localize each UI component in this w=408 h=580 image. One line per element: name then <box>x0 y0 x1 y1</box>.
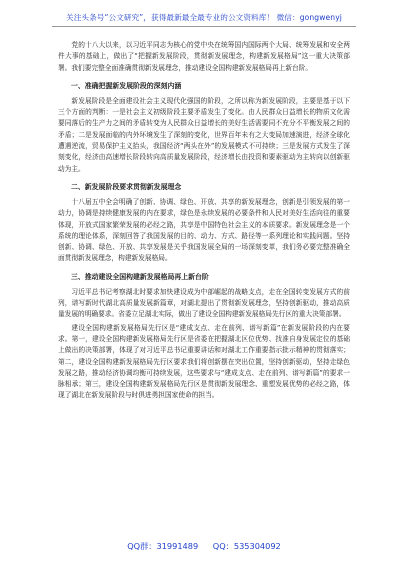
intro-paragraph: 党的十八大以来，以习近平同志为核心的党中央在统筹国内国际两个大局、统筹发展和安全两件大事的基础上，做出了“把握新发展阶段，贯彻新发展理念，构建新发展格局”这一重大决策部署。我们要完整全面准确贯彻新发展理念，推动建设全国构建新发展格局再上新台阶。 <box>58 41 350 72</box>
footer-contact <box>0 541 408 552</box>
section-2-paragraph: 十八届五中全会明确了创新、协调、绿色、开放、共享的新发展理念，创新是引领发展的第一动力，协调是持续健康发展的内在要求，绿色是永续发展的必要条件和人民对美好生活向往的重要体现，开放式国家繁荣发展的必经之路，共享是中国特色社会主义的本质要求。新发展理念是一个系统的理论体系，深刻回答了我国发展的目的、动力、方式、路径等一系列理论和实践问题。坚持创新、协调、绿色、开放、共享发展是关乎我国发展全局的一场深刻变革，我们务必要完整准确全面贯彻新发展理念，构建新发展格局。 <box>58 197 350 263</box>
section-heading-1: 一、准确把握新发展阶段的深刻内涵 <box>71 81 182 90</box>
section-heading-2: 二、新发展阶段要求贯彻新发展理念 <box>71 182 182 191</box>
footer-qq: QQ：535304092 <box>212 541 281 551</box>
header-divider <box>52 26 356 27</box>
footer-qq-group: QQ群：31991489 <box>127 541 199 551</box>
header-banner: 关注头条号“公文研究”，获得最新最全最专业的公文资料库！ 微信：gongwenyj <box>66 13 342 22</box>
section-1-paragraph: 新发展阶段是全面建设社会主义现代化强国的阶段，之所以称为新发展阶段，主要是基于以下三个方面的判断：一是社会主义初级阶段主要矛盾发生了变化。由人民群众日益增长的物质文化需要同落后的生产力之间的矛盾转变为人民群众日益增长的美好生活需要同不充分不平衡发展之间的矛盾；二是发展面临的内外环境发生了深刻的变化，世界百年未有之大变局加速演进，经济全球化遭遇逆流，贸易保护主义抬头，我国经济“两头在外”的发展模式不可持续；三是发展方式发生了深刻变化，经济由高速增长阶段转向高质量发展阶段，经济增长由投资和要素驱动为主转向以创新驱动为主。 <box>58 96 350 173</box>
section-3-paragraph-2: 建设全国构建新发展格局先行区是“建成支点、走在前列、谱写新篇”在新发展阶段的内在要求。第一，建设全国构建新发展格局先行区是省委在把握湖北区位优势、找准自身发展定位的基础上做出的决策部署，体现了对习近平总书记重要讲话和对湖北工作重要指示批示精神的贯彻落实；第二，建设全国构建新发展格局先行区要求我们将创新摆在突出位置，坚持创新驱动，坚持走绿色发展之路，推动经济协调均衡可持续发展，这些要求与“建成支点、走在前列、谱写新篇”的要求一脉相承；第三，建设全国构建新发展格局先行区是贯彻新发展理念、重塑发展优势的必经之路，体现了湖北在新发展阶段与时俱进勇担国家使命的担当。 <box>58 323 350 400</box>
section-heading-3: 三、推动建设全国构建新发展格局再上新台阶 <box>71 272 209 281</box>
document-body <box>58 40 350 404</box>
section-3-paragraph-1: 习近平总书记考察湖北时要求加快建设成为中部崛起的战略支点，走在全国转变发展方式的前列，谱写新时代湖北高质量发展新篇章，对湖北提出了贯彻新发展理念，坚持创新驱动，推动高质量发展的明确要求。省委立足湖北实际，做出了建设全国构建新发展格局先行区的重大决策部署。 <box>58 287 350 319</box>
